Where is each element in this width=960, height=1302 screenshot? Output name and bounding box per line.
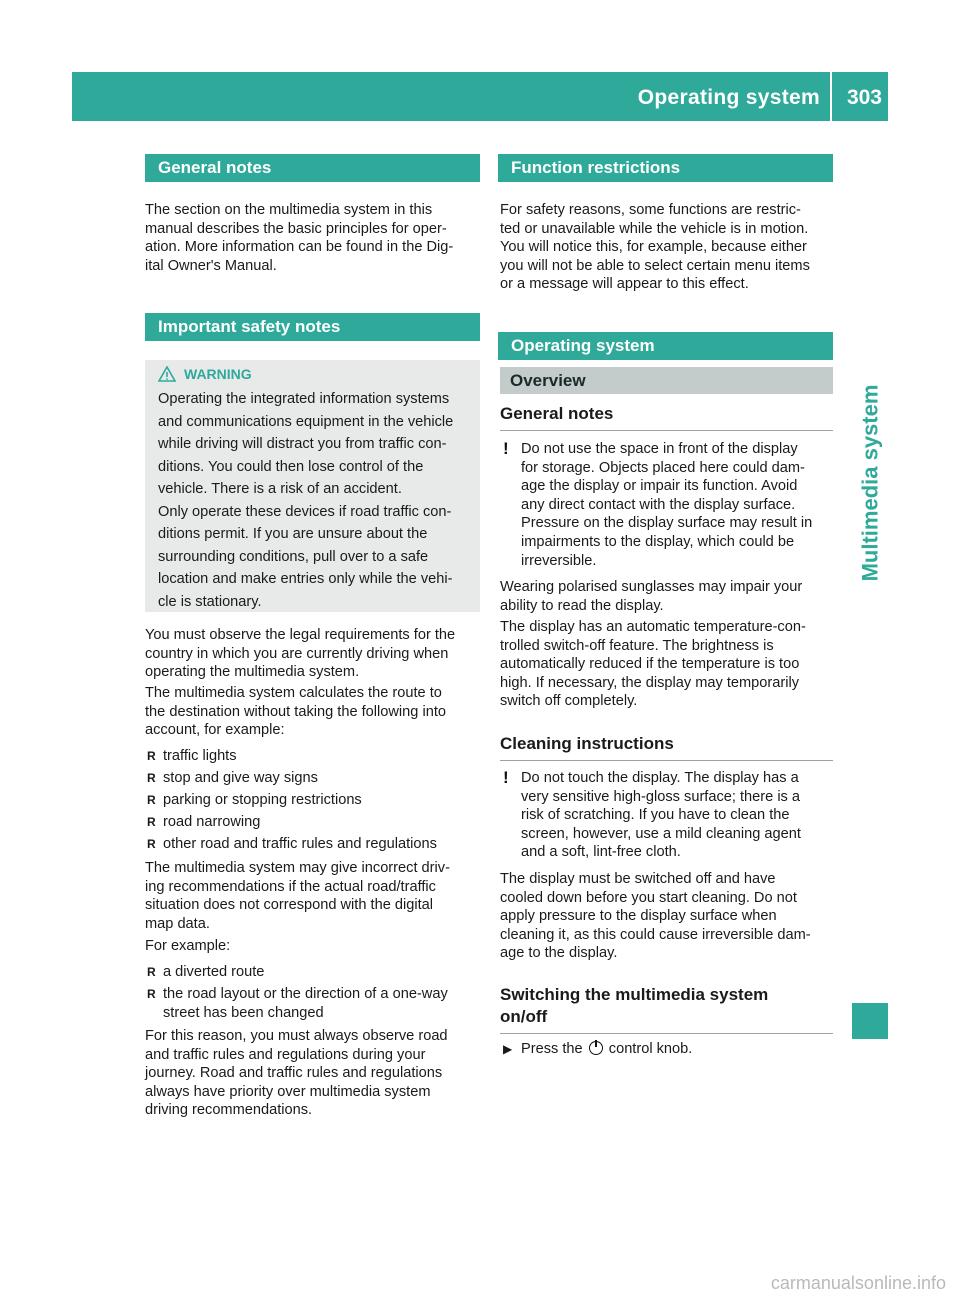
section-heading-general-notes: General notes: [145, 154, 480, 182]
step-press-knob: ▶ Press the control knob.: [503, 1041, 693, 1057]
side-tab-label: Multimedia system: [857, 384, 882, 582]
function-restrictions-text: For safety reasons, some functions are restric- ted or unavailable while the vehicle is in motion. You will notice this, for example, because either you will not be able to select certain menu items or a message will appear to this effect.: [500, 202, 810, 293]
heading-cleaning-instructions: Cleaning instructions: [500, 733, 833, 761]
section-heading-operating-system: Operating system: [498, 332, 833, 360]
observe-rules-text: For this reason, you must always observe road and traffic rules and regulations during your journey. Road and traffic rules and regulations always have priority over multimedia system driving recommendations.: [145, 1028, 448, 1119]
list-item: R the road layout or the direction of a one-way street has been changed: [147, 986, 448, 1021]
list-item: R road narrowing: [147, 814, 261, 830]
route-calculation-text: The multimedia system calculates the route to the destination without taking the following into account, for example:: [145, 685, 446, 739]
warning-box: [145, 360, 480, 612]
temperature-text: The display has an automatic temperature-con- trolled switch-off feature. The brightness is automatically reduced if the temperature is too high. If necessary, the display may temporarily switch off completely.: [500, 619, 806, 710]
list-item: R a diverted route: [147, 964, 265, 980]
page-header: [72, 72, 888, 121]
power-knob-icon: [589, 1041, 603, 1055]
note-cleaning: ! Do not touch the display. The display has a very sensitive high-gloss surface; there is a risk of scratching. If you have to clean the screen, however, use a mild cleaning agent and a soft, lint-free cloth.: [503, 768, 801, 861]
heading-switching-on-off: Switching the multimedia system on/off: [500, 984, 833, 1034]
incorrect-recommendations-text: The multimedia system may give incorrect driv- ing recommendations if the actual road/traffic situation does not correspond with the digital map data.: [145, 860, 450, 932]
sunglasses-text: Wearing polarised sunglasses may impair your ability to read the display.: [500, 579, 803, 614]
list-item: R stop and give way signs: [147, 770, 318, 786]
exclamation-icon: !: [503, 768, 509, 787]
header-title: Operating system: [637, 86, 820, 109]
legal-requirements-text: You must observe the legal requirements for the country in which you are currently driving when operating the multimedia system.: [145, 627, 456, 681]
subsection-heading-overview: Overview: [500, 367, 833, 394]
list-item: R other road and traffic rules and regulations: [147, 836, 437, 852]
warning-text: Operating the integrated information systems and communications equipment in the vehicle while driving will distract you from traffic con- ditions. You could then lose control of the vehicle. There is a risk of an accident. Only operate these devices if road traffic con- ditions permit. If you are unsure about the surrounding conditions, pull over to a safe location and make entries only while the vehi- cle is stationary.: [158, 391, 454, 610]
warning-triangle-icon: [158, 366, 176, 382]
section-heading-function-restrictions: Function restrictions: [498, 154, 833, 182]
watermark: carmanualsonline.info: [770, 1273, 946, 1293]
header-separator: [830, 72, 832, 121]
for-example-text: For example:: [145, 938, 231, 954]
list-item: R parking or stopping restrictions: [147, 792, 362, 808]
warning-title: WARNING: [158, 366, 252, 382]
section-heading-safety: Important safety notes: [145, 313, 480, 341]
side-tab-marker: [852, 1003, 888, 1039]
exclamation-icon: !: [503, 439, 509, 458]
list-item: R traffic lights: [147, 748, 237, 764]
note-display-storage: ! Do not use the space in front of the display for storage. Objects placed here could dam- age the display or impair its function. Avoid any direct contact with the display surface. Pressure on the display surface may result in impairments to the display, which could be irreversible.: [503, 439, 813, 569]
general-notes-text: The section on the multimedia system in this manual describes the basic principles for oper- ation. More information can be found in the Dig- ital Owner's Manual.: [145, 202, 454, 274]
page-number: 303: [846, 86, 882, 109]
cleaning-text: The display must be switched off and have cooled down before you start cleaning. Do not apply pressure to the display surface when cleaning it, as this could cause irreversible dam- age to the display.: [500, 871, 811, 962]
step-arrow-icon: ▶: [503, 1042, 513, 1056]
heading-general-notes: General notes: [500, 403, 833, 431]
